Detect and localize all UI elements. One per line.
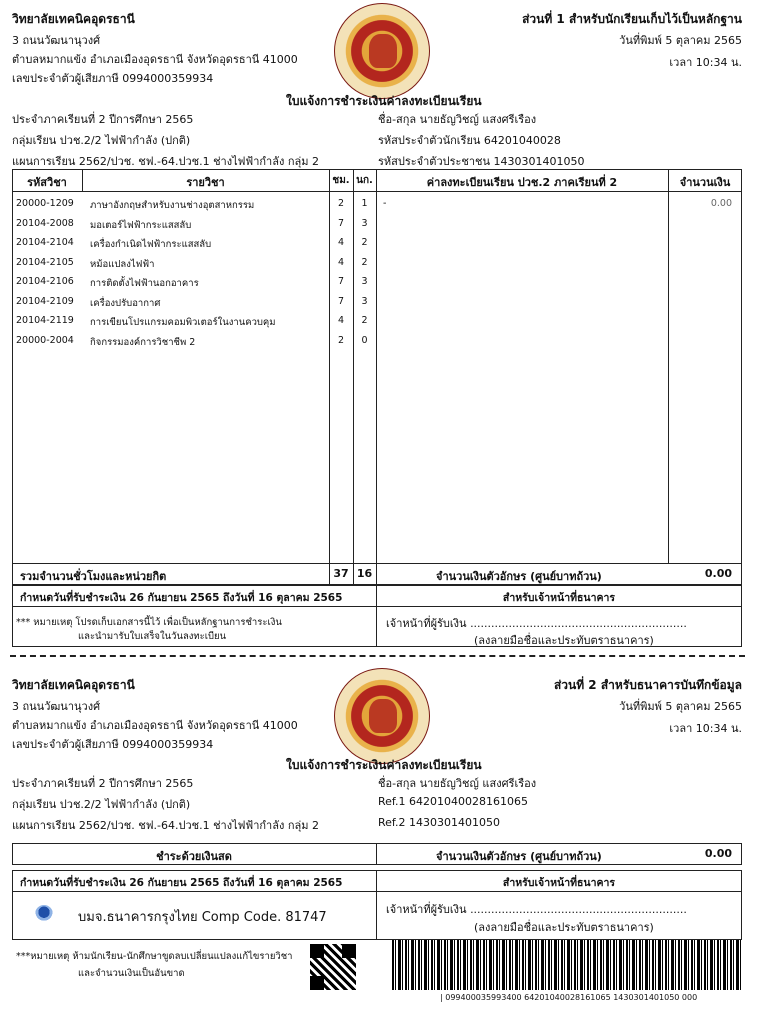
total-label: รวมจำนวนชั่วโมงและหน่วยกิต bbox=[20, 570, 167, 583]
course-name: การติดตั้งไฟฟ้านอกอาคาร bbox=[90, 278, 199, 289]
header-subject: รายวิชา bbox=[186, 176, 225, 189]
print-date: วันที่พิมพ์ 5 ตุลาคม 2565 bbox=[619, 34, 742, 47]
header-amount: จำนวนเงิน bbox=[679, 176, 731, 189]
course-code: 20104-2109 bbox=[16, 295, 74, 307]
bank-name: บมจ.ธนาคารกรุงไทย Comp Code. 81747 bbox=[78, 910, 327, 925]
bank-officer-label: สำหรับเจ้าหน้าที่ธนาคาร bbox=[502, 592, 616, 604]
tax-id: เลขประจำตัวผู้เสียภาษี 0994000359934 bbox=[12, 738, 214, 751]
course-hours: 4 bbox=[337, 237, 345, 248]
college-name: วิทยาลัยเทคนิคอุดรธานี bbox=[12, 678, 135, 692]
bank-officer-label: สำหรับเจ้าหน้าที่ธนาคาร bbox=[502, 877, 616, 889]
course-credits: 3 bbox=[361, 276, 368, 287]
class-group: กลุ่มเรียน ปวช.2/2 ไฟฟ้ากำลัง (ปกติ) bbox=[12, 798, 191, 811]
citizen-id: รหัสประจำตัวประชาชน 1430301401050 bbox=[378, 155, 585, 168]
course-code: 20000-2004 bbox=[16, 334, 74, 346]
due-divider bbox=[12, 891, 742, 892]
header-course-code: รหัสวิชา bbox=[27, 176, 67, 189]
fee-item: - bbox=[383, 198, 387, 209]
ref1: Ref.1 64201040028161065 bbox=[378, 795, 528, 808]
course-name: เครื่องปรับอากาศ bbox=[90, 297, 161, 309]
barcode-text: | 099400035993400 64201040028161065 1430301401050 000 bbox=[440, 993, 698, 1002]
note-line1: ***หมายเหตุ ห้ามนักเรียน-นักศึกษาขูดลบเปลี่ยนแปลงแก้ไขรายวิชา bbox=[16, 951, 293, 962]
course-credits: 0 bbox=[361, 334, 368, 346]
course-credits: 2 bbox=[361, 315, 368, 326]
col-divider bbox=[353, 169, 354, 585]
course-credits: 3 bbox=[361, 217, 368, 229]
study-plan: แผนการเรียน 2562/ปวช. ชฟ.-64.ปวช.1 ช่างไฟฟ้ากำลัง กลุ่ม 2 bbox=[12, 819, 319, 832]
sign-note: (ลงลายมือชื่อและประทับตราธนาคาร) bbox=[474, 634, 654, 647]
seal-icon bbox=[334, 668, 430, 764]
course-code: 20104-2008 bbox=[16, 217, 74, 229]
course-code: 20104-2104 bbox=[16, 237, 74, 248]
print-date: วันที่พิมพ์ 5 ตุลาคม 2565 bbox=[619, 700, 742, 713]
cash-col-divider bbox=[376, 843, 377, 865]
total-amount: 0.00 bbox=[704, 567, 732, 580]
college-name: วิทยาลัยเทคนิคอุดรธานี bbox=[12, 12, 135, 26]
col-divider bbox=[376, 169, 377, 585]
course-credits: 2 bbox=[361, 237, 368, 248]
course-hours: 7 bbox=[337, 276, 345, 287]
header-fee: ค่าลงทะเบียนเรียน ปวช.2 ภาคเรียนที่ 2 bbox=[426, 176, 618, 189]
course-name: หม้อแปลงไฟฟ้า bbox=[90, 258, 155, 270]
course-hours: 4 bbox=[337, 256, 345, 268]
table-header-divider bbox=[12, 191, 742, 192]
table-total-divider bbox=[12, 563, 742, 564]
course-hours: 7 bbox=[337, 295, 345, 307]
header-credits: นก. bbox=[356, 175, 373, 186]
col-divider bbox=[668, 169, 669, 563]
college-address-line2: ตำบลหมากแข้ง อำเภอเมืองอุดรธานี จังหวัดอุดรธานี 41000 bbox=[12, 719, 298, 732]
semester-info: ประจำภาคเรียนที่ 2 ปีการศึกษา 2565 bbox=[12, 113, 194, 126]
course-name: ภาษาอังกฤษสำหรับงานช่างอุตสาหกรรม bbox=[90, 200, 255, 211]
study-plan: แผนการเรียน 2562/ปวช. ชฟ.-64.ปวช.1 ช่างไฟฟ้ากำลัง กลุ่ม 2 bbox=[12, 155, 319, 168]
college-address-line2: ตำบลหมากแข้ง อำเภอเมืองอุดรธานี จังหวัดอุดรธานี 41000 bbox=[12, 53, 298, 66]
ref2: Ref.2 1430301401050 bbox=[378, 816, 500, 829]
receiver-signature-line: เจ้าหน้าที่ผู้รับเงิน .............................................................. bbox=[386, 617, 687, 630]
sign-note: (ลงลายมือชื่อและประทับตราธนาคาร) bbox=[474, 921, 654, 934]
course-name: มอเตอร์ไฟฟ้ากระแสสลับ bbox=[90, 219, 192, 231]
course-code: 20104-2106 bbox=[16, 276, 74, 287]
print-time: เวลา 10:34 น. bbox=[669, 722, 742, 735]
college-address-line1: 3 ถนนวัฒนานุวงศ์ bbox=[12, 700, 101, 713]
amount-in-words-label: จำนวนเงินตัวอักษร (ศูนย์บาทถ้วน) bbox=[436, 850, 602, 863]
tax-id: เลขประจำตัวผู้เสียภาษี 0994000359934 bbox=[12, 72, 214, 85]
seal-icon bbox=[334, 3, 430, 99]
course-hours: 2 bbox=[337, 334, 345, 346]
col-divider bbox=[329, 169, 330, 585]
cash-label: ชำระด้วยเงินสด bbox=[156, 850, 232, 863]
college-address-line1: 3 ถนนวัฒนานุวงศ์ bbox=[12, 34, 101, 47]
course-name: การเขียนโปรแกรมคอมพิวเตอร์ในงานควบคุม bbox=[90, 317, 276, 328]
course-credits: 1 bbox=[361, 198, 368, 209]
cut-line bbox=[10, 655, 745, 657]
semester-info: ประจำภาคเรียนที่ 2 ปีการศึกษา 2565 bbox=[12, 777, 194, 790]
course-code: 20104-2119 bbox=[16, 315, 74, 326]
student-name: ชื่อ-สกุล นายธัญวิชญ์ แสงศรีเรือง bbox=[378, 113, 537, 126]
document-title: ใบแจ้งการชำระเงินค่าลงทะเบียนเรียน bbox=[286, 758, 482, 772]
fee-amount: 0.00 bbox=[710, 198, 732, 209]
course-hours: 2 bbox=[337, 198, 345, 209]
class-group: กลุ่มเรียน ปวช.2/2 ไฟฟ้ากำลัง (ปกติ) bbox=[12, 134, 191, 147]
course-code: 20104-2105 bbox=[16, 256, 74, 268]
part-title: ส่วนที่ 1 สำหรับนักเรียนเก็บไว้เป็นหลักฐาน bbox=[522, 12, 742, 26]
payment-due-dates: กำหนดวันที่รับชำระเงิน 26 กันยายน 2565 ถึงวันที่ 16 ตุลาคม 2565 bbox=[20, 877, 343, 889]
course-name: กิจกรรมองค์การวิชาชีพ 2 bbox=[90, 336, 196, 348]
barcode-icon bbox=[392, 940, 742, 990]
course-credits: 2 bbox=[361, 256, 368, 268]
course-hours: 4 bbox=[337, 315, 345, 326]
bank-logo-icon bbox=[35, 905, 53, 923]
total-hours: 37 bbox=[333, 567, 349, 580]
course-hours: 7 bbox=[337, 217, 345, 229]
amount-in-words-label: จำนวนเงินตัวอักษร (ศูนย์บาทถ้วน) bbox=[436, 570, 602, 583]
part-title: ส่วนที่ 2 สำหรับธนาคารบันทึกข้อมูล bbox=[553, 678, 742, 692]
print-time: เวลา 10:34 น. bbox=[669, 56, 742, 69]
student-name: ชื่อ-สกุล นายธัญวิชญ์ แสงศรีเรือง bbox=[378, 777, 537, 790]
total-credits: 16 bbox=[356, 567, 373, 580]
note-line1: *** หมายเหตุ โปรดเก็บเอกสารนี้ไว้ เพื่อเป็นหลักฐานการชำระเงิน bbox=[16, 617, 282, 628]
header-hours: ชม. bbox=[332, 175, 350, 186]
payment-due-dates: กำหนดวันที่รับชำระเงิน 26 กันยายน 2565 ถึงวันที่ 16 ตุลาคม 2565 bbox=[20, 592, 343, 604]
due-divider bbox=[12, 606, 742, 607]
qr-code-icon bbox=[310, 944, 356, 990]
note-line2: และจำนวนเงินเป็นอันขาด bbox=[78, 968, 185, 979]
note-line2: และนำมารับใบเสร็จในวันลงทะเบียน bbox=[78, 631, 227, 642]
course-code: 20000-1209 bbox=[16, 198, 74, 209]
total-amount: 0.00 bbox=[704, 847, 732, 860]
course-name: เครื่องกำเนิดไฟฟ้ากระแสสลับ bbox=[90, 239, 212, 250]
course-credits: 3 bbox=[361, 295, 368, 307]
document-title: ใบแจ้งการชำระเงินค่าลงทะเบียนเรียน bbox=[286, 94, 482, 108]
student-id: รหัสประจำตัวนักเรียน 64201040028 bbox=[378, 134, 561, 147]
receiver-signature-line: เจ้าหน้าที่ผู้รับเงิน .............................................................. bbox=[386, 903, 687, 916]
